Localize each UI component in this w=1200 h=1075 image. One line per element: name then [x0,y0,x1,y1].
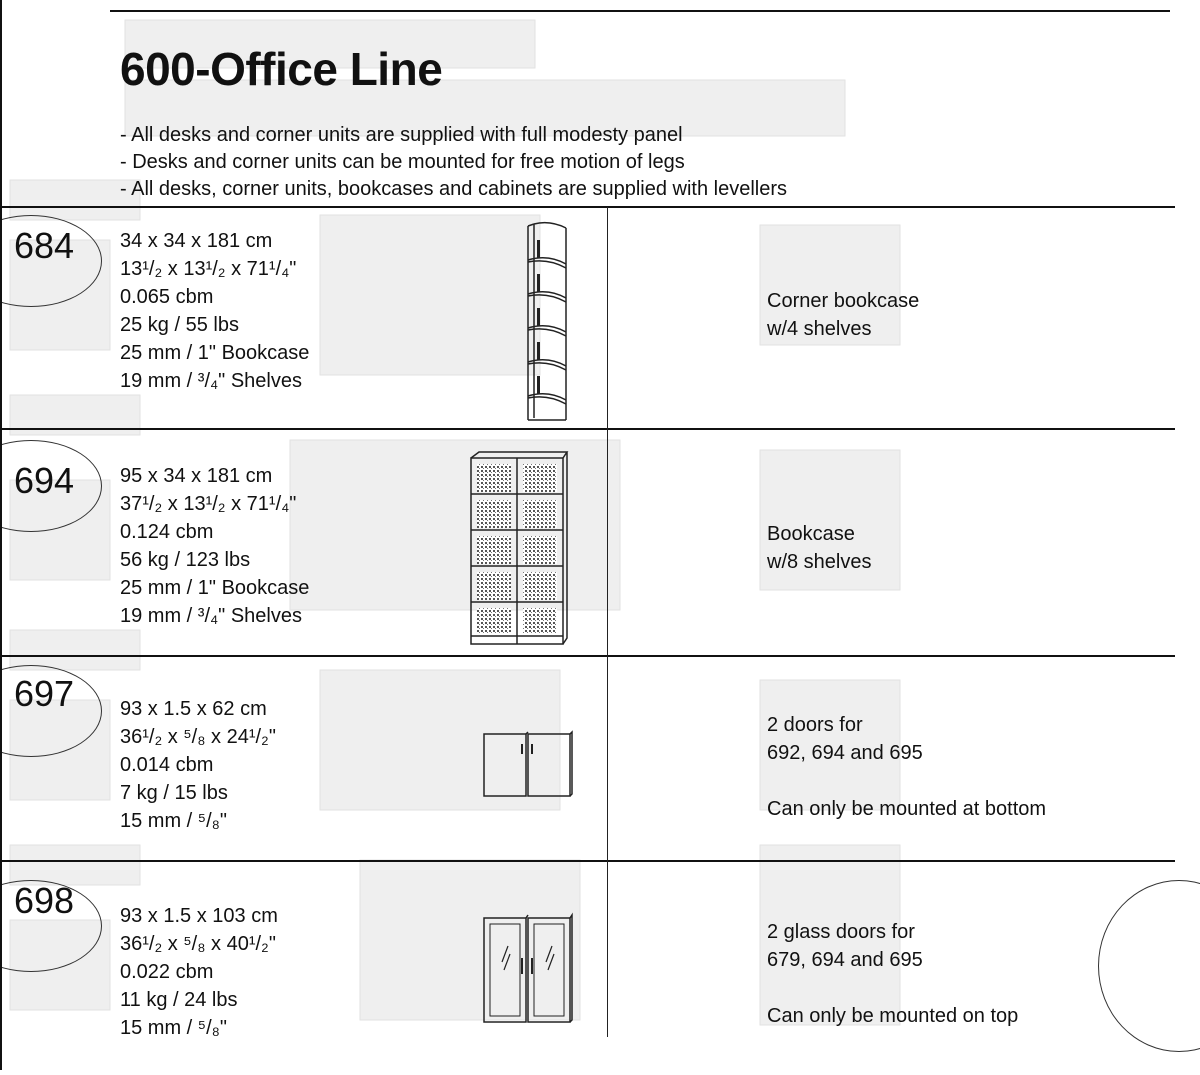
spec-line: 15 mm / ⁵/₈" [120,810,228,832]
spec-line: 7 kg / 15 lbs [120,782,228,804]
feature-item: - All desks, corner units, bookcases and cabinets are supplied with levellers [120,178,788,200]
description-line: w/8 shelves [767,551,872,573]
description-line: Corner bookcase [767,290,920,312]
corner-bookcase-drawing [520,220,580,435]
spec-line: 95 x 34 x 181 cm [120,465,273,487]
description-line: 679, 694 and 695 [767,949,923,971]
spec-line: 25 mm / 1" Bookcase [120,342,310,364]
feature-list [120,122,787,203]
feature-item: - All desks and corner units are supplied with full modesty panel [120,124,683,146]
spec-line: 36¹/₂ x ⁵/₈ x 24¹/₂" [120,726,276,748]
feature-item: - Desks and corner units can be mounted for free motion of legs [120,151,685,173]
spec-line: 25 kg / 55 lbs [120,314,239,336]
glass-doors-drawing [480,912,576,1033]
spec-line: 25 mm / 1" Bookcase [120,577,310,599]
product-694 [0,440,1200,652]
row-divider-3 [0,655,1175,657]
product-code: 694 [14,460,75,501]
product-code: 698 [14,880,75,921]
mounting-note: Can only be mounted on top [767,1005,1019,1027]
bookcase-drawing [465,450,575,655]
product-specs [120,695,276,835]
description-line: Bookcase [767,523,855,545]
spec-line: 34 x 34 x 181 cm [120,230,273,252]
product-specs [120,227,309,395]
description-line: 2 glass doors for [767,921,915,943]
product-code: 697 [14,673,75,714]
spec-line: 15 mm / ⁵/₈" [120,1017,228,1039]
spec-line: 0.014 cbm [120,754,214,776]
description-line: 2 doors for [767,714,863,736]
product-description [767,711,1046,823]
spec-line: 0.065 cbm [120,286,214,308]
product-description [767,520,872,576]
product-description [767,287,919,343]
spec-line: 19 mm / ³/₄" Shelves [120,370,302,392]
row-divider-1 [0,206,1175,208]
spec-line: 93 x 1.5 x 62 cm [120,698,267,720]
spec-line: 37¹/₂ x 13¹/₂ x 71¹/₄" [120,493,297,515]
product-698 [0,872,1200,1062]
doors-drawing [480,730,576,807]
product-specs [120,462,309,630]
spec-line: 11 kg / 24 lbs [120,989,238,1011]
product-description [767,918,1018,1030]
spec-line: 13¹/₂ x 13¹/₂ x 71¹/₄" [120,258,297,280]
description-line: 692, 694 and 695 [767,742,923,764]
top-rule [110,10,1170,12]
spec-line: 0.022 cbm [120,961,214,983]
row-divider-4 [0,860,1175,862]
spec-line: 0.124 cbm [120,521,214,543]
product-684 [0,215,1200,425]
mounting-note: Can only be mounted at bottom [767,798,1047,820]
spec-line: 93 x 1.5 x 103 cm [120,905,278,927]
spec-line: 56 kg / 123 lbs [120,549,251,571]
spec-line: 19 mm / ³/₄" Shelves [120,605,302,627]
description-line: w/4 shelves [767,318,872,340]
product-697 [0,665,1200,857]
page-title: 600-Office Line [120,43,443,95]
product-specs [120,902,278,1042]
row-divider-2 [0,428,1175,430]
product-code: 684 [14,225,75,266]
spec-line: 36¹/₂ x ⁵/₈ x 40¹/₂" [120,933,276,955]
